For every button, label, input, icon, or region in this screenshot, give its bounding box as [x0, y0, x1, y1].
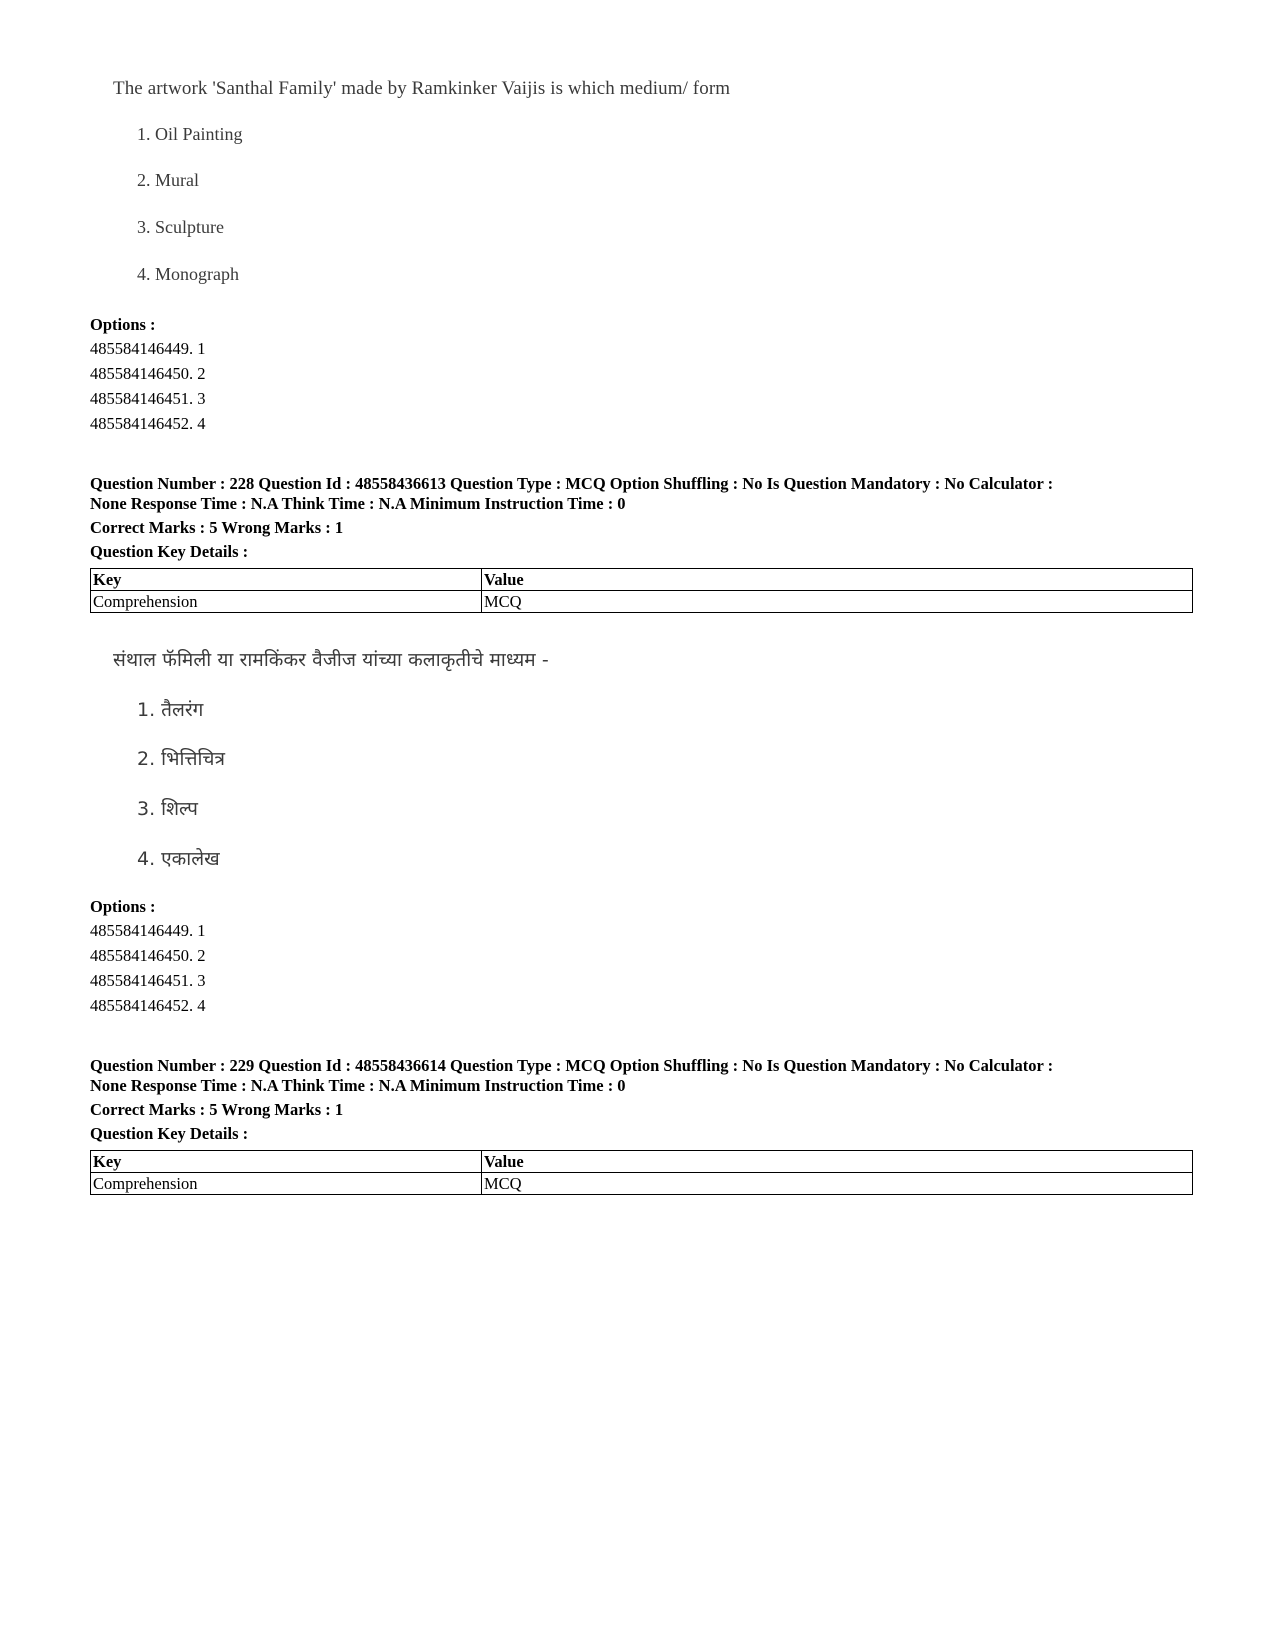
question-header	[90, 474, 1200, 562]
option-id-2: 485584146450. 2	[90, 946, 206, 965]
question-marks: Correct Marks : 5 Wrong Marks : 1	[90, 518, 344, 537]
question-header-line-1: Question Number : 228 Question Id : 48558436613 Question Type : MCQ Option Shuffling : No Is Question Mandatory : No Calculator :	[90, 474, 1054, 493]
question-key-table	[90, 1150, 1193, 1195]
question-key-details-label: Question Key Details :	[90, 542, 249, 561]
question-stem: संथाल फॅमिली या रामकिंकर वैजीज यांच्या कलाकृतीचे माध्यम -	[113, 649, 549, 671]
image-option-4: 4. Monograph	[137, 264, 239, 284]
question-key-table	[90, 568, 1193, 613]
option-id-1: 485584146449. 1	[90, 339, 206, 358]
image-option-4: 4. एकालेख	[137, 848, 220, 870]
table-cell-key: Comprehension	[91, 1173, 482, 1195]
question-header	[90, 1056, 1200, 1144]
option-id-3: 485584146451. 3	[90, 389, 206, 408]
option-id-2: 485584146450. 2	[90, 364, 206, 383]
table-header-row	[91, 1151, 1193, 1173]
question-header-line-2: None Response Time : N.A Think Time : N.A Minimum Instruction Time : 0	[90, 1076, 626, 1095]
option-id-4: 485584146452. 4	[90, 996, 206, 1015]
image-option-1: 1. Oil Painting	[137, 124, 243, 144]
table-header-key: Key	[91, 1151, 482, 1173]
options-label: Options :	[90, 315, 156, 334]
option-id-3: 485584146451. 3	[90, 971, 206, 990]
question-key-details-label: Question Key Details :	[90, 1124, 249, 1143]
image-option-3: 3. Sculpture	[137, 217, 224, 237]
image-option-2: 2. Mural	[137, 170, 199, 190]
option-id-4: 485584146452. 4	[90, 414, 206, 433]
question-marks: Correct Marks : 5 Wrong Marks : 1	[90, 1100, 344, 1119]
question-header-line-2: None Response Time : N.A Think Time : N.A Minimum Instruction Time : 0	[90, 494, 626, 513]
table-cell-value: MCQ	[482, 1173, 1193, 1195]
table-cell-key: Comprehension	[91, 591, 482, 613]
table-cell-value: MCQ	[482, 591, 1193, 613]
table-header-row	[91, 569, 1193, 591]
question-image-english	[113, 78, 913, 298]
table-header-key: Key	[91, 569, 482, 591]
table-row	[91, 591, 1193, 613]
question-image-marathi	[113, 646, 913, 876]
image-option-1: 1. तैलरंग	[137, 699, 204, 721]
image-option-3: 3. शिल्प	[137, 798, 198, 820]
options-list	[90, 896, 1200, 1018]
table-row	[91, 1173, 1193, 1195]
image-option-2: 2. भित्तिचित्र	[137, 748, 225, 770]
option-id-1: 485584146449. 1	[90, 921, 206, 940]
table-header-value: Value	[482, 569, 1193, 591]
question-stem: The artwork 'Santhal Family' made by Ramkinker Vaijis is which medium/ form	[113, 78, 731, 99]
options-list	[90, 314, 1200, 436]
options-label: Options :	[90, 897, 156, 916]
question-header-line-1: Question Number : 229 Question Id : 48558436614 Question Type : MCQ Option Shuffling : No Is Question Mandatory : No Calculator :	[90, 1056, 1054, 1075]
table-header-value: Value	[482, 1151, 1193, 1173]
